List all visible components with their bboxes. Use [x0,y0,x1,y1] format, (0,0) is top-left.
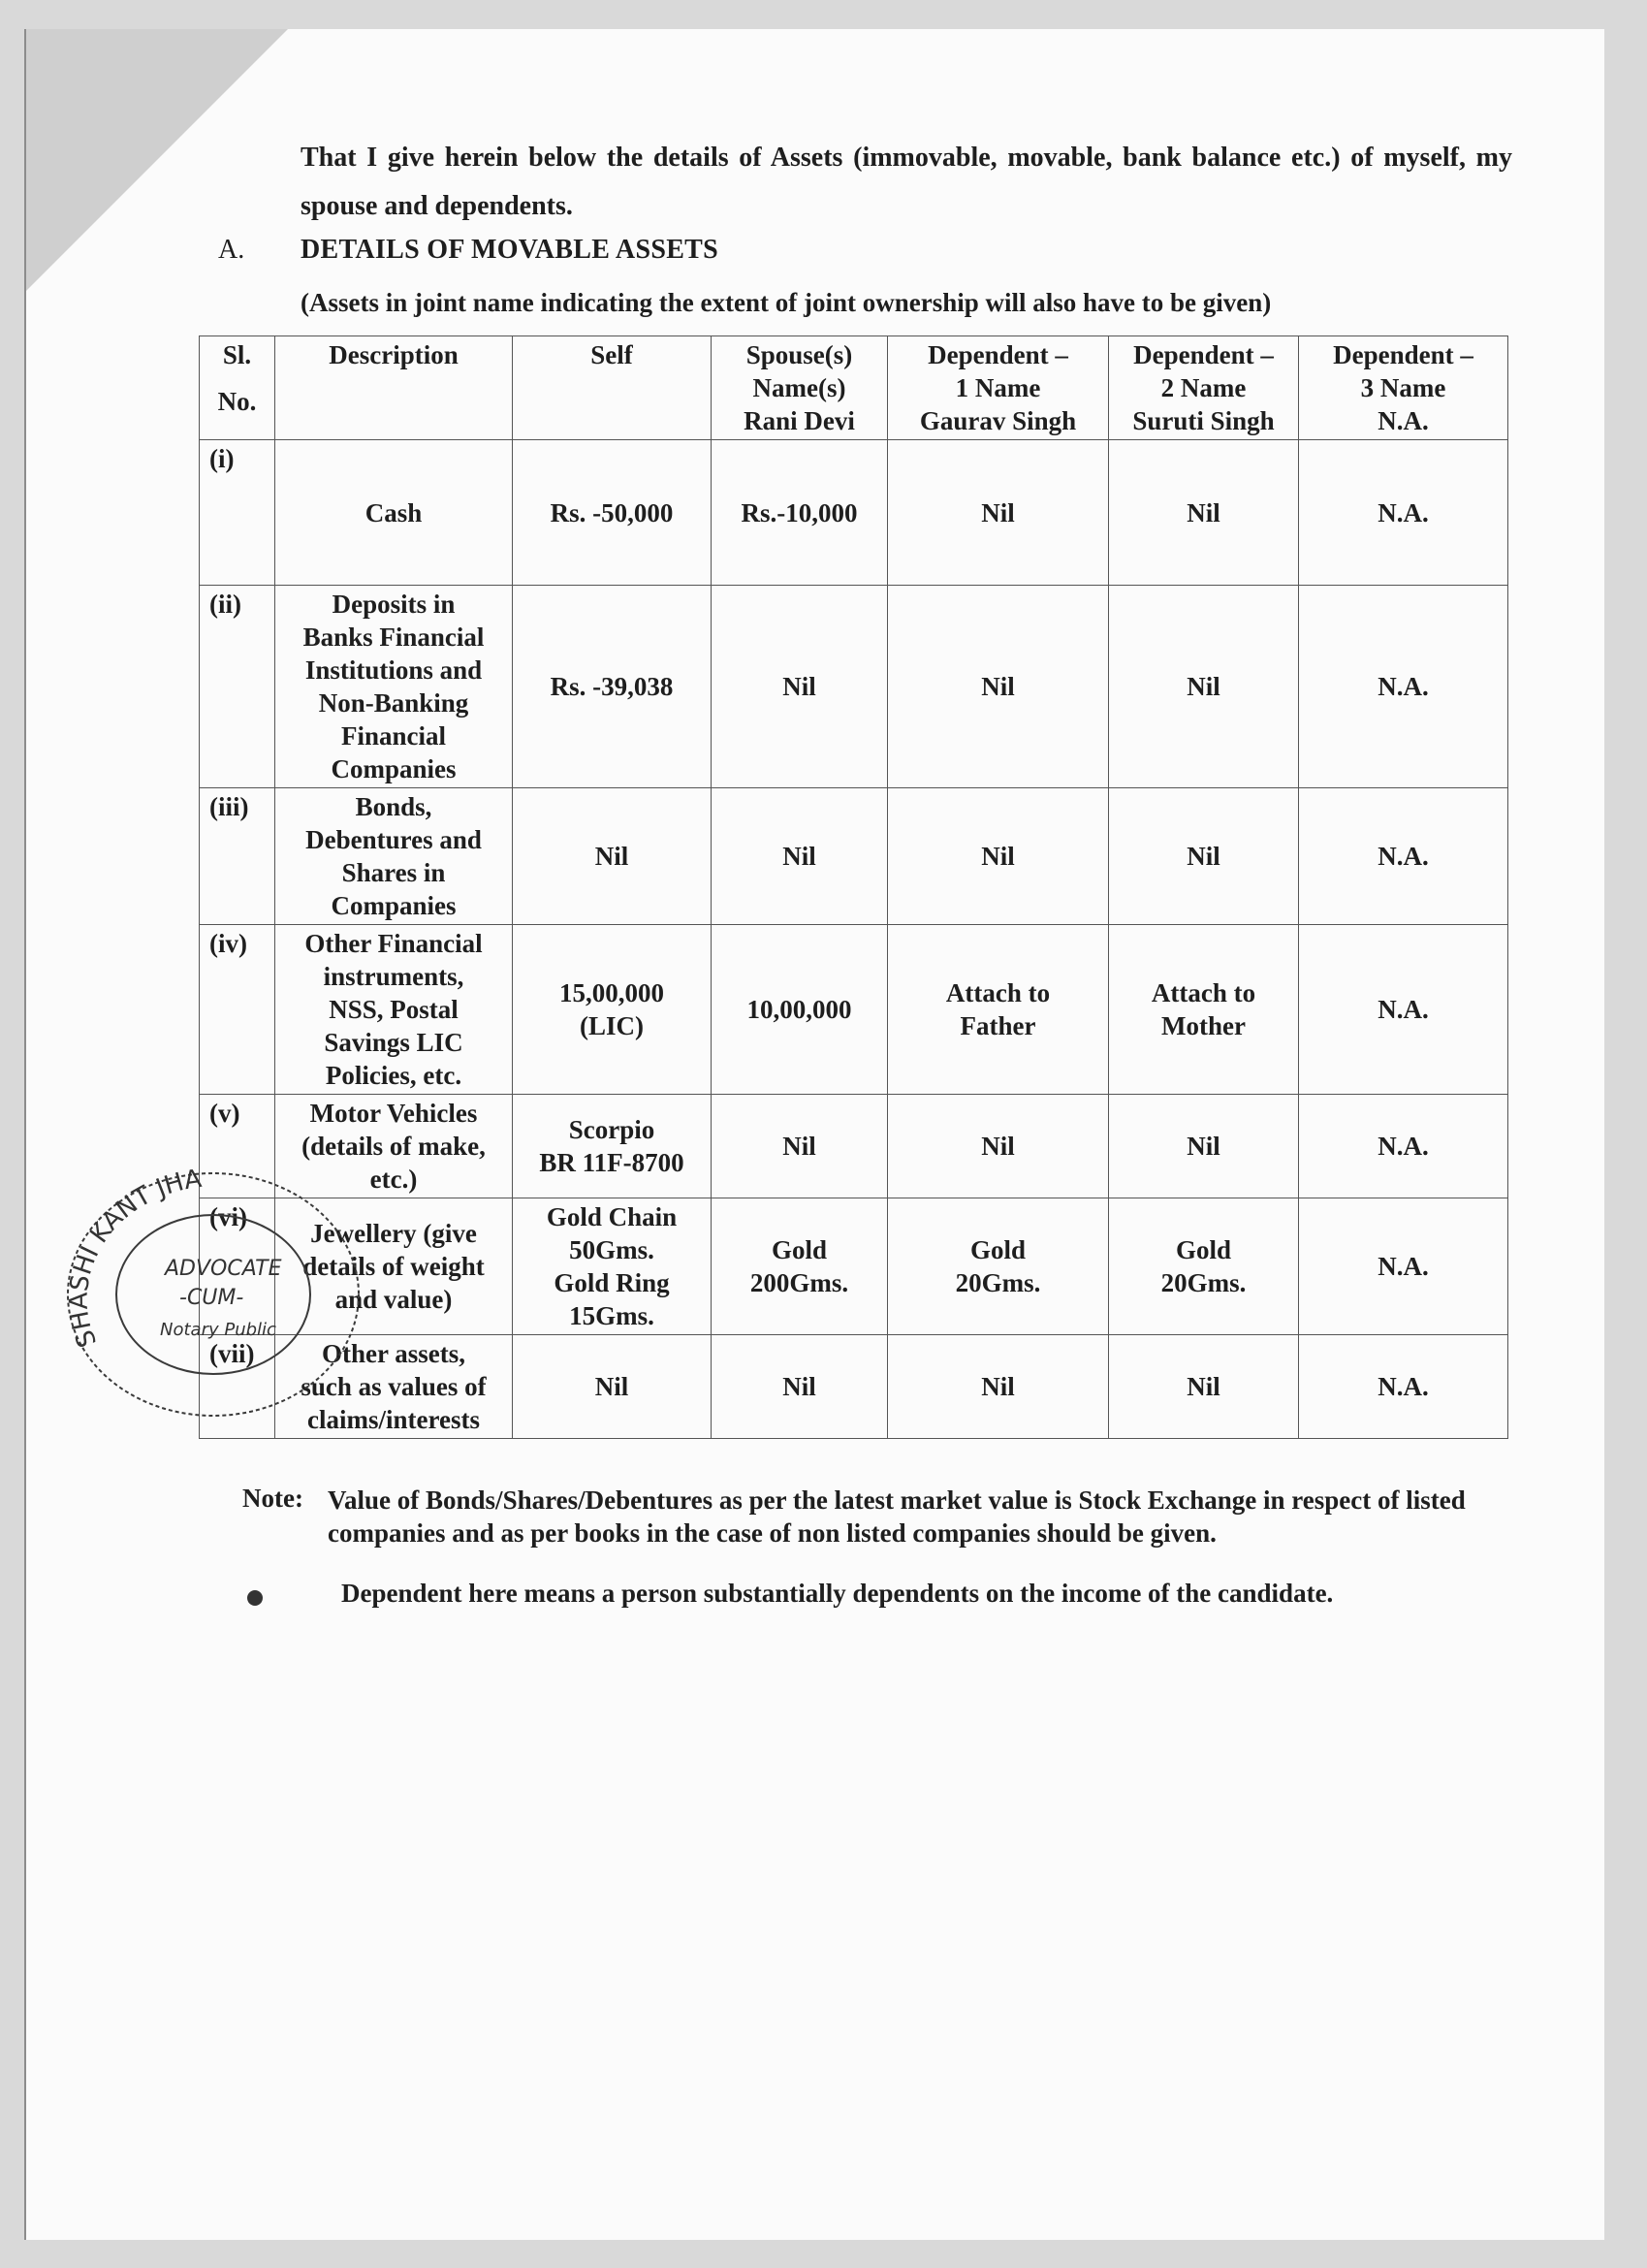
cell-line: Attach to [1151,978,1256,1007]
cell-line: Nil [1187,1132,1220,1161]
header-sl-no [200,336,275,440]
cell-dep3 [1299,788,1508,925]
cell-line: Nil [594,1372,629,1401]
cell-dep2 [1109,925,1299,1095]
cell-line: Bonds, [355,792,432,821]
cell-line: etc.) [369,1165,418,1194]
cell-dep2 [1109,1198,1299,1335]
cell-line: N.A. [1378,1372,1429,1401]
cell-spouse [712,1095,888,1198]
cell-line: Nil [594,842,629,871]
cell-description [275,586,513,788]
header-line: Spouse(s) [745,340,853,369]
bullet-dot [247,1590,263,1606]
section-title: DETAILS OF MOVABLE ASSETS [301,235,719,265]
cell-line: Deposits in [332,590,456,619]
cell-line: and value) [334,1285,453,1314]
header-dependent-2 [1109,336,1299,440]
cell-line: Jewellery (give [310,1219,477,1248]
header-line: 1 Name [955,373,1041,402]
cell-self [513,1198,712,1335]
cell-sl-no: (iii) [200,788,275,925]
cell-line: Shares in [341,858,446,887]
cell-line: Nil [1187,497,1220,527]
cell-line: Policies, etc. [325,1061,462,1090]
table-row [200,440,1508,586]
cell-line: Debentures and [305,825,482,854]
header-line: Suruti Singh [1132,406,1275,435]
cell-line: Companies [331,754,457,783]
cell-line: such as values of [301,1372,487,1401]
header-line: Dependent – [1333,340,1473,369]
header-line: Name(s) [752,373,846,402]
table-row [200,1198,1508,1335]
header-spouse [712,336,888,440]
cell-dep3 [1299,440,1508,586]
cell-line: Nil [981,842,1015,871]
cell-self [513,925,712,1095]
cell-spouse [712,440,888,586]
table-row [200,586,1508,788]
cell-line: Other Financial [304,929,483,958]
cell-sl-no: (ii) [200,586,275,788]
cell-line: Savings LIC [324,1028,463,1057]
header-dependent-1 [888,336,1109,440]
cell-line: Cash [364,497,423,527]
cell-line: 20Gms. [1160,1268,1247,1297]
cell-description [275,925,513,1095]
folded-corner [26,29,288,291]
cell-spouse [712,925,888,1095]
table-row [200,788,1508,925]
header-line: 2 Name [1160,373,1247,402]
cell-self [513,440,712,586]
cell-line: Nil [1187,1372,1220,1401]
header-line: N.A. [1378,406,1429,435]
cell-line: Gold [969,1235,1027,1264]
dependent-definition: Dependent here means a person substantially dependents on the income of the candidate. [341,1579,1334,1608]
cell-line: Companies [331,891,457,920]
header-line: Sl. [222,340,252,369]
cell-line: Nil [981,1372,1015,1401]
cell-description [275,440,513,586]
cell-line: N.A. [1378,842,1429,871]
cell-line: BR 11F-8700 [539,1148,684,1177]
stamp-outer-text: SHASHI KANT JHA [64,1164,204,1352]
cell-dep3 [1299,925,1508,1095]
cell-line: Nil [1187,842,1220,871]
notary-stamp [53,1149,373,1430]
intro-paragraph: That I give herein below the details of Assets (immovable, movable, bank balance etc.) of myself, my spouse and dependents. [301,143,1512,221]
cell-dep2 [1109,586,1299,788]
header-self [513,336,712,440]
cell-line: Nil [981,497,1015,527]
cell-spouse [712,1198,888,1335]
cell-line: Nil [1187,672,1220,701]
section-letter: A. [218,235,245,265]
cell-spouse [712,788,888,925]
cell-dep3 [1299,586,1508,788]
cell-line: Attach to [945,978,1051,1007]
cell-dep1 [888,440,1109,586]
cell-line: 50Gms. [569,1235,654,1264]
cell-line: (details of make, [301,1132,486,1161]
cell-line: 10,00,000 [746,995,852,1024]
cell-line: Gold Ring [554,1268,670,1297]
cell-sl-no: (iv) [200,925,275,1095]
cell-self [513,788,712,925]
cell-sl-no: (vii) [200,1335,275,1439]
cell-line: 15Gms. [569,1301,654,1330]
cell-line: Nil [782,1372,816,1401]
cell-line: Rs. -39,038 [550,672,674,701]
cell-line: Financial [340,721,446,751]
cell-dep1 [888,788,1109,925]
cell-line: Institutions and [304,655,483,685]
cell-line: Gold [771,1235,828,1264]
cell-line: Motor Vehicles [309,1099,478,1128]
cell-line: Nil [782,842,816,871]
cell-line: (LIC) [580,1011,644,1040]
cell-description [275,788,513,925]
cell-line: claims/interests [307,1405,480,1434]
cell-dep2 [1109,1335,1299,1439]
cell-dep2 [1109,440,1299,586]
cell-line: Father [960,1011,1036,1040]
cell-self [513,586,712,788]
cell-spouse [712,586,888,788]
movable-assets-table [199,335,1508,1439]
header-dependent-3 [1299,336,1508,440]
header-line: Dependent – [928,340,1068,369]
cell-dep3 [1299,1335,1508,1439]
table-row [200,1335,1508,1439]
table-body [200,440,1508,1439]
cell-line: 20Gms. [955,1268,1041,1297]
section-subnote: (Assets in joint name indicating the extent of joint ownership will also have to be given) [301,288,1272,317]
cell-self [513,1095,712,1198]
header-line: Self [590,340,633,369]
header-line: No. [217,387,257,416]
cell-line: N.A. [1378,1252,1429,1281]
cell-dep1 [888,1198,1109,1335]
header-line: Description [329,340,459,369]
cell-line: details of weight [302,1252,485,1281]
table-row [200,1095,1508,1198]
cell-line: Other assets, [322,1339,465,1368]
cell-dep2 [1109,1095,1299,1198]
cell-line: Nil [782,672,816,701]
cell-dep3 [1299,1198,1508,1335]
cell-dep1 [888,1095,1109,1198]
cell-line: NSS, Postal [329,995,459,1024]
table-header-row [200,336,1508,440]
cell-line: 200Gms. [749,1268,849,1297]
cell-line: Rs. -50,000 [550,497,674,527]
cell-line: N.A. [1378,1132,1429,1161]
header-line: Gaurav Singh [919,406,1077,435]
cell-line: 15,00,000 [559,978,664,1007]
cell-line: Scorpio [568,1115,655,1144]
cell-line: Nil [981,1132,1015,1161]
cell-sl-no: (i) [200,440,275,586]
cell-dep3 [1299,1095,1508,1198]
header-description [275,336,513,440]
note-label: Note: [242,1484,303,1513]
cell-line: Non-Banking [318,688,469,718]
cell-spouse [712,1335,888,1439]
stamp-line3: Notary Public [160,1320,276,1340]
cell-line: Gold Chain [546,1202,678,1231]
cell-sl-no: (v) [200,1095,275,1198]
cell-line: Nil [981,672,1015,701]
cell-dep1 [888,1335,1109,1439]
header-line: Rani Devi [744,406,855,435]
cell-line: Nil [782,1132,816,1161]
cell-dep2 [1109,788,1299,925]
stamp-line1: ADVOCATE [165,1257,282,1281]
cell-dep1 [888,586,1109,788]
cell-line: N.A. [1378,995,1429,1024]
header-line: Dependent – [1133,340,1274,369]
stamp-line2: -CUM- [179,1286,244,1310]
cell-self [513,1335,712,1439]
cell-sl-no: (vi) [200,1198,275,1335]
table-row [200,925,1508,1095]
cell-line: N.A. [1378,672,1429,701]
cell-line: instruments, [323,962,464,991]
header-line: 3 Name [1360,373,1446,402]
cell-line: Gold [1175,1235,1232,1264]
cell-line: Mother [1161,1011,1246,1040]
cell-line: Rs.-10,000 [741,497,858,527]
cell-line: Banks Financial [302,623,485,652]
cell-dep1 [888,925,1109,1095]
note-text: Value of Bonds/Shares/Debentures as per the latest market value is Stock Exchange in respect of listed companies and as per books in the case of non listed companies should be given. [328,1485,1466,1548]
cell-line: N.A. [1378,497,1429,527]
